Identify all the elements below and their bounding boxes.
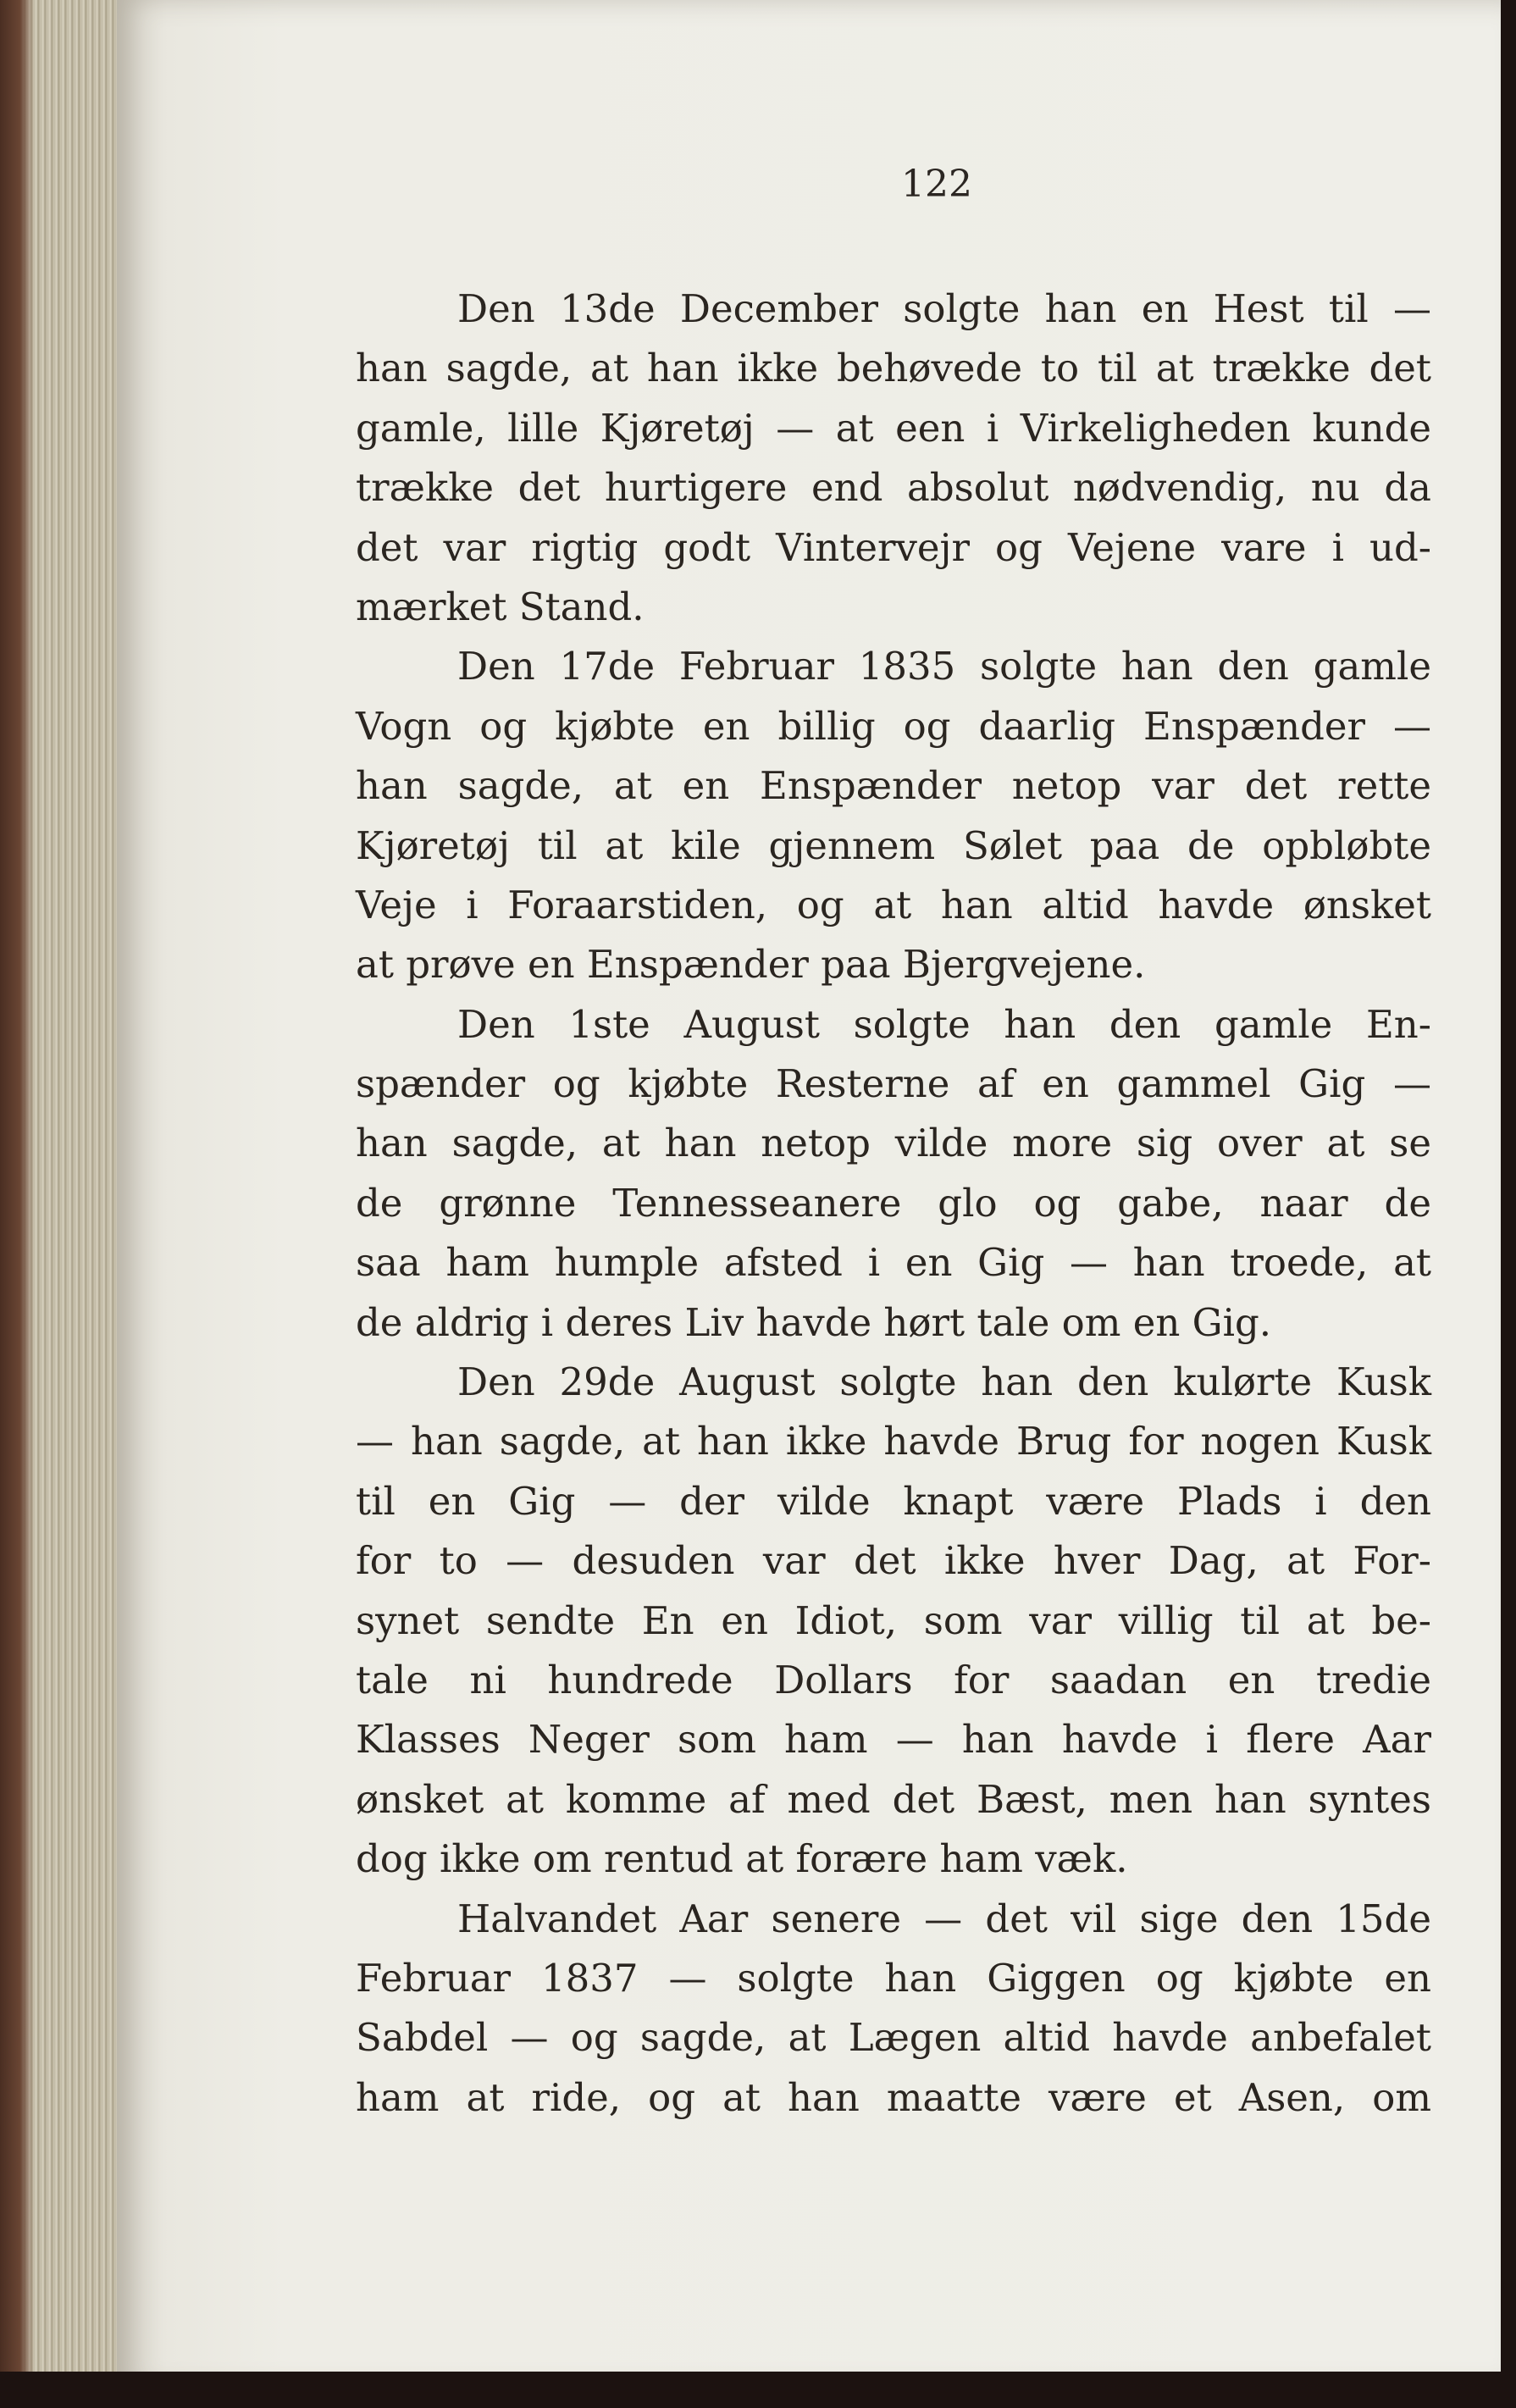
- text-line: Den 17de Februar 1835 solgte han den gamle: [457, 644, 1431, 689]
- text-line: spænder og kjøbte Resterne af en gammel Gig —: [356, 1061, 1431, 1107]
- body-text: [356, 280, 1431, 2128]
- text-line: mærket Stand.: [356, 584, 645, 629]
- text-line: Februar 1837 — solgte han Giggen og kjøbte en: [356, 1955, 1431, 2001]
- text-line: Vogn og kjøbte en billig og daarlig Enspænder —: [356, 703, 1431, 749]
- text-line: Kjøretøj til at kile gjennem Sølet paa de opbløbte: [356, 822, 1431, 868]
- text-line: de grønne Tennesseanere glo og gabe, naar de: [356, 1180, 1431, 1226]
- text-line: han sagde, at han netop vilde more sig over at se: [356, 1121, 1431, 1166]
- text-line: — han sagde, at han ikke havde Brug for nogen Kusk: [356, 1419, 1431, 1464]
- text-line: Den 29de August solgte han den kulørte Kusk: [457, 1359, 1431, 1405]
- text-line: Veje i Foraarstiden, og at han altid havde ønsket: [356, 882, 1431, 927]
- text-line: Den 1ste August solgte han den gamle En-: [457, 1001, 1431, 1047]
- text-line: Klasses Neger som ham — han havde i flere Aar: [356, 1717, 1431, 1763]
- text-line: de aldrig i deres Liv havde hørt tale om en Gig.: [356, 1299, 1272, 1345]
- bottom-background-edge: [0, 2372, 1516, 2408]
- text-line: dog ikke om rentud at forære ham væk.: [356, 1836, 1128, 1882]
- text-line: Sabdel — og sagde, at Lægen altid havde anbefalet: [356, 2015, 1431, 2061]
- text-line: han sagde, at han ikke behøvede to til at trække det: [356, 346, 1431, 391]
- text-line: ham at ride, og at han maatte være et Asen, om: [356, 2074, 1431, 2120]
- right-background-edge: [1501, 0, 1516, 2408]
- text-line: trække det hurtigere end absolut nødvendig, nu da: [356, 465, 1431, 511]
- text-line: det var rigtig godt Vintervejr og Vejene vare i ud-: [356, 524, 1431, 570]
- text-line: gamle, lille Kjøretøj — at een i Virkeligheden kunde: [356, 405, 1431, 451]
- text-line: at prøve en Enspænder paa Bjergvejene.: [356, 942, 1146, 988]
- text-line: Halvandet Aar senere — det vil sige den 15de: [457, 1896, 1431, 1941]
- page-number: 122: [901, 163, 972, 206]
- text-line: han sagde, at en Enspænder netop var det rette: [356, 763, 1431, 809]
- text-line: Den 13de December solgte han en Hest til —: [457, 286, 1431, 331]
- text-line: til en Gig — der vilde knapt være Plads i den: [356, 1478, 1431, 1524]
- text-line: synet sendte En en Idiot, som var villig til at be-: [356, 1597, 1431, 1643]
- binding-shadow: [0, 0, 34, 2408]
- text-line: tale ni hundrede Dollars for saadan en tredie: [356, 1657, 1431, 1702]
- text-line: ønsket at komme af med det Bæst, men han syntes: [356, 1776, 1431, 1822]
- text-line: for to — desuden var det ikke hver Dag, at For-: [356, 1538, 1431, 1584]
- text-line: saa ham humple afsted i en Gig — han troede, at: [356, 1240, 1431, 1286]
